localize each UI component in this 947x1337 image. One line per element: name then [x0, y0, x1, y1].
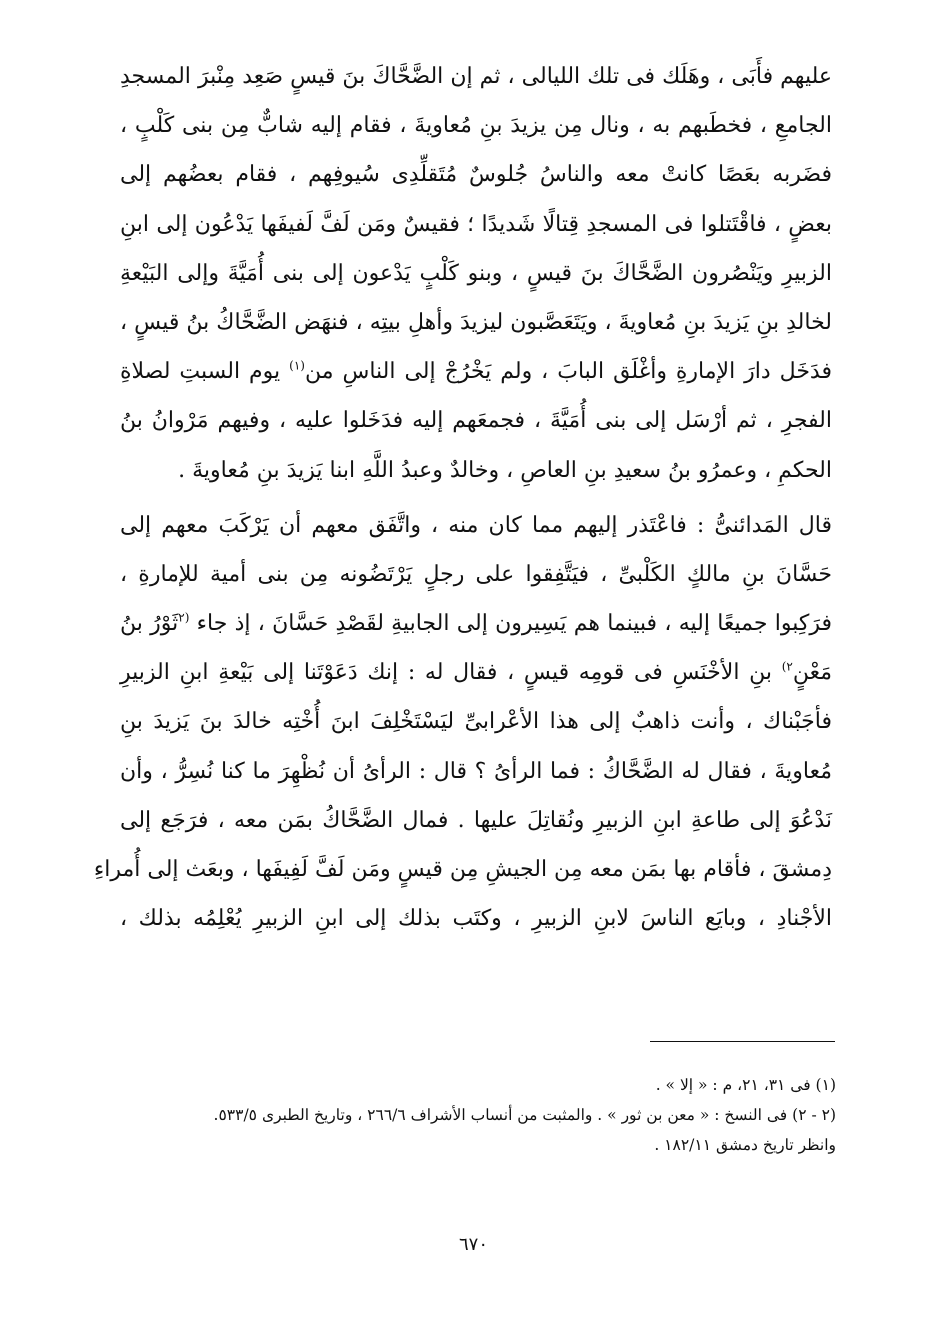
text-line: فضَربه بعَصًا كانتْ معه والناسُ جُلوسٌ مُتَقلِّدِى سُيوفِهم ، فقام بعضُهم إلى [120, 162, 832, 188]
text-line: الأجْنادِ ، وبايَع الناسَ لابنِ الزبيرِ ، وكتَب بذلك إلى ابنِ الزبيرِ يُعْلِمُه بذلك ، [120, 906, 832, 932]
text-line [120, 347, 832, 396]
page-number: ٦٧٠ [458, 1234, 488, 1255]
text-line: مُعاويةَ ، فقال له الضَّحَّاكُ : فما الرأىُ ؟ قال : الرأىُ أن نُظْهِرَ ما كنا نُسِرُّ ، وأن [120, 758, 832, 784]
text-line: الحكمِ ، وعمرُو بنُ سعيدِ بنِ العاصِ ، وخالدٌ وعبدُ اللَّهِ ابنا يَزيدَ بنِ مُعاويةَ . [178, 457, 832, 483]
text-line [120, 648, 832, 697]
text-line: دِمشقَ ، فأقام بها بمَن معه مِن الجيشِ مِن قيسٍ ومَن لَفَّ لَفِيفَها ، وبعَث إلى أُمراءِ [93, 857, 832, 882]
text-line: لخالدِ بنِ يَزيدَ بنِ مُعاويةَ ، ويَتَعَصَّبون ليزيدَ وأهلِ بيتِه ، فنهَض الضَّحَّاكُ بنُ قيسٍ ، [120, 309, 832, 335]
text-line: الجامعِ ، فخطَبهم به ، ونال مِن يزيدَ بنِ مُعاويةَ ، فقام إليه شابٌّ مِن بنى كَلْبٍ ، [120, 113, 832, 139]
text-line: حَسَّانَ بنِ مالكٍ الكَلْبىِّ ، فيَتَّفِقوا على رجلٍ يَرْتَضُونه مِن بنى أمية للإمارةِ ، [120, 561, 832, 587]
footnotes [118, 1070, 836, 1160]
text-line [120, 599, 832, 648]
main-text [93, 52, 833, 943]
text-segment: يوم السبتِ لصلاةِ [120, 359, 281, 385]
text-segment: فدَخَل دارَ الإمارةِ وأغْلَق البابَ ، ولم يَخْرُجْ إلى الناسِ من [304, 359, 833, 385]
text-line: نَدْعُوَ إلى طاعةِ ابنِ الزبيرِ ونُقاتِلَ عليها . فمال الضَّحَّاكُ بمَن معه ، فرَجَع إلى [120, 807, 832, 833]
text-line: فأجَبْناك ، وأنت ذاهبٌ إلى هذا الأعْرابىِّ ليَسْتَخْلِفَ ابنَ أُخْتِه خالدَ بنَ يَزيدَ بنِ [120, 709, 832, 735]
footnote-marker: (١) [289, 358, 305, 373]
text-line: الفجرِ ، ثم أرْسَل إلى بنى أُمَيَّةَ ، فجمعَهم إليه فدَخَلوا عليه ، وفيهم مَرْوانُ بنُ [120, 408, 832, 434]
footnote: (٢ - ٢) فى النسخ : « معن بن ثور » . والمثبت من أنساب الأشراف ٢٦٦/٦ ، وتاريخ الطبرى ٥٣٣/٥. [213, 1106, 836, 1124]
text-line: بعضٍ ، فاقْتَتلوا فى المسجدِ قِتالًا شَديدًا ؛ فقيسٌ ومَن لَفَّ لَفيفَها يَدْعُون إلى ابنِ [120, 211, 832, 237]
text-segment: مَعْنٍ [792, 660, 832, 686]
text-segment: فرَكِبوا جميعًا إليه ، فبينما هم يَسِيرون إلى الجابيةِ لقَصْدِ حَسَّانَ ، إذ جاء [196, 611, 832, 637]
footnote-divider [650, 1041, 835, 1042]
text-line: قال المَدائنىُّ : فاعْتَذر إليهم مما كان منه ، واتَّفَق معهم أن يَرْكَبَ معهم إلى [120, 512, 832, 538]
text-segment: بنِ الأخْنَسِ فى قومِه قيسٍ ، فقال له : إنك دَعَوْتَنا إلى بَيْعةِ ابنِ الزبيرِ [120, 660, 772, 686]
footnote: وانظر تاريخ دمشق ١٨٢/١١ . [654, 1136, 836, 1154]
footnote-marker: ٢) [781, 659, 793, 674]
text-segment: ثَوْرُ بنُ [120, 611, 179, 637]
footnote: (١) فى ٣١، ٢١، م : « إلا » . [655, 1076, 836, 1094]
footnote-marker: (٢ [178, 610, 190, 625]
text-line: عليهم فأَبَى ، وهَلَك فى تلك الليالى ، ثم إن الضَّحَّاكَ بنَ قيسٍ صَعِد مِنْبرَ المسجدِ [120, 64, 832, 89]
text-line: الزبيرِ ويَنْصُرون الضَّحَّاكَ بنَ قيسٍ ، وبنو كَلْبٍ يَدْعون إلى بنى أُمَيَّةَ وإلى البَيْعةِ [120, 260, 832, 286]
